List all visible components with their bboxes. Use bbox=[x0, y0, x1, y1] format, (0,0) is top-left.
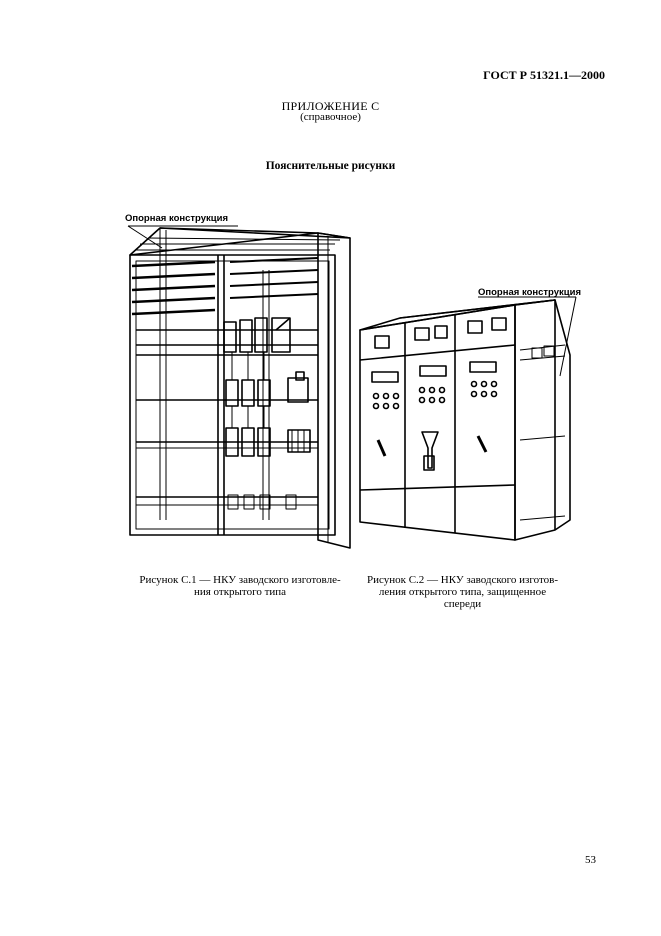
figure-c2-front-enclosed bbox=[360, 297, 576, 540]
figure-c1-caption bbox=[128, 574, 352, 598]
figure-c1-label: Опорная конструкция bbox=[125, 213, 228, 224]
caption-line: ления открытого типа, защищенное bbox=[378, 586, 547, 598]
caption-line: ния открытого типа bbox=[193, 586, 287, 598]
caption-line: Рисунок С.2 — НКУ заводского изготов- bbox=[366, 574, 559, 586]
figure-c2-caption bbox=[355, 574, 570, 610]
appendix-subtitle: (справочное) bbox=[300, 111, 361, 123]
section-title: Пояснительные рисунки bbox=[265, 160, 396, 172]
caption-line: Рисунок С.1 — НКУ заводского изготовле- bbox=[139, 574, 341, 586]
figure-c1-open-frame bbox=[128, 226, 350, 548]
appendix-title: ПРИЛОЖЕНИЕ С bbox=[281, 99, 380, 113]
page-number: 53 bbox=[585, 854, 596, 866]
caption-line: спереди bbox=[443, 598, 482, 610]
figure-c2-label: Опорная конструкция bbox=[478, 287, 581, 298]
document-code: ГОСТ Р 51321.1—2000 bbox=[483, 68, 605, 82]
